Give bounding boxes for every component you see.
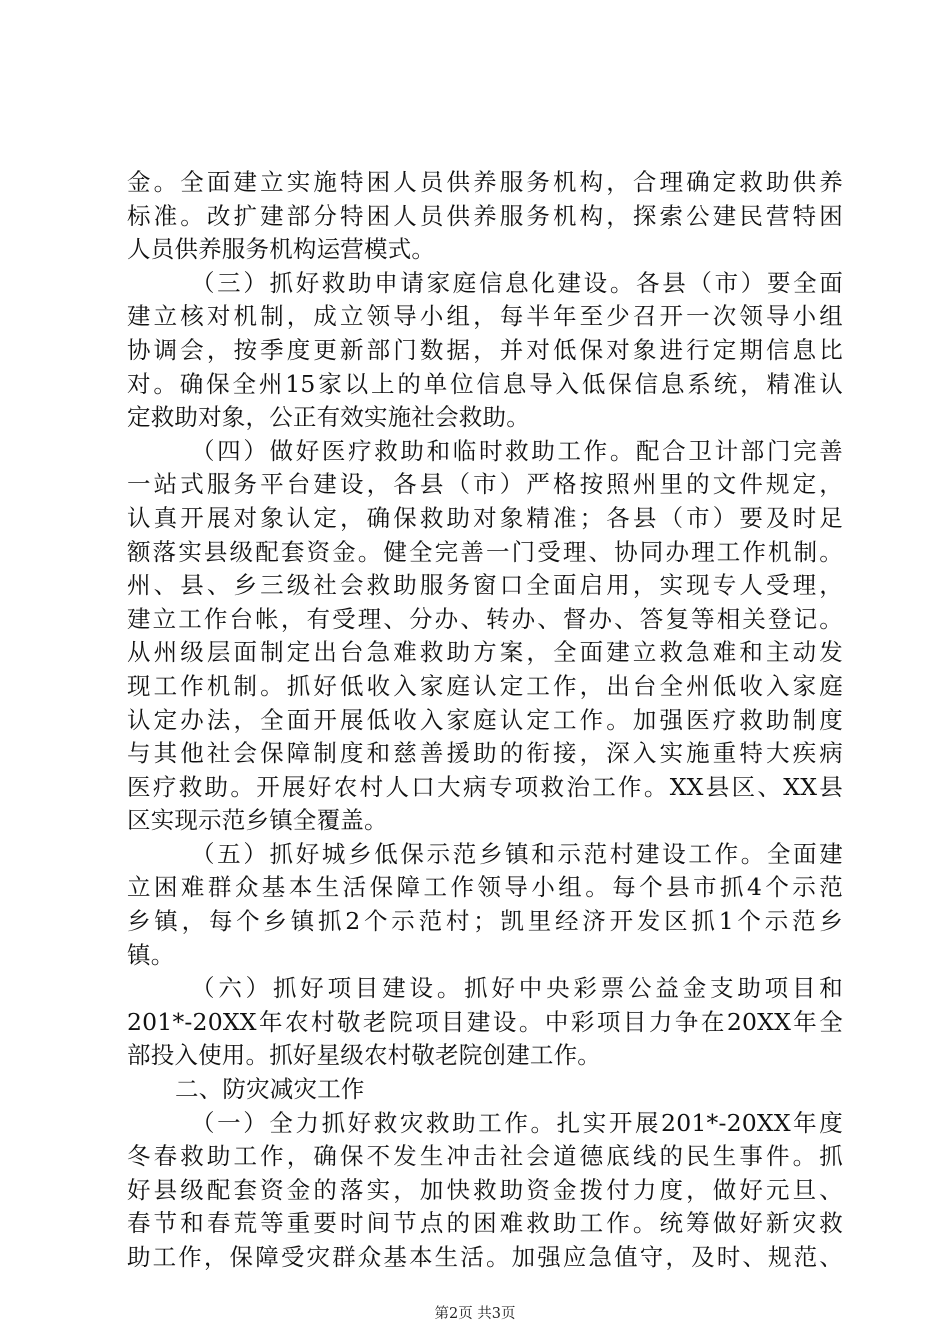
section-heading: 二、防灾减灾工作 bbox=[175, 1075, 365, 1104]
text-line-27: 部投入使用。抓好星级农村敬老院创建工作。 bbox=[127, 1041, 601, 1070]
text-line-26: 201*-20XX年农村敬老院项目建设。中彩项目力争在20XX年全 bbox=[127, 1007, 843, 1036]
text-line-1: 金。全面建立实施特困人员供养服务机构，合理确定救助供养 bbox=[127, 168, 843, 196]
text-line-18: 与其他社会保障制度和慈善援助的衔接，深入实施重特大疾病 bbox=[127, 739, 843, 768]
text-line-23: 乡镇，每个乡镇抓2个示范村；凯里经济开发区抓1个示范乡 bbox=[127, 907, 843, 936]
document-body bbox=[127, 166, 843, 1275]
text-line-9: （四）做好医疗救助和临时救助工作。配合卫计部门完善 bbox=[191, 436, 843, 465]
text-line-32: 春节和春荒等重要时间节点的困难救助工作。统筹做好新灾救 bbox=[127, 1209, 843, 1238]
page-number-footer: 第2页 共3页 bbox=[434, 1306, 516, 1322]
text-line-8: 定救助对象，公正有效实施社会救助。 bbox=[127, 403, 530, 432]
text-line-17: 认定办法，全面开展低收入家庭认定工作。加强医疗救助制度 bbox=[127, 705, 843, 734]
text-line-15: 从州级层面制定出台急难救助方案，全面建立救急难和主动发 bbox=[127, 638, 843, 667]
text-line-11: 认真开展对象认定，确保救助对象精准；各县（市）要及时足 bbox=[127, 503, 843, 532]
text-line-2: 标准。改扩建部分特困人员供养服务机构，探索公建民营特困 bbox=[127, 201, 843, 230]
text-line-3: 人员供养服务机构运营模式。 bbox=[127, 235, 436, 264]
text-line-5: 建立核对机制，成立领导小组，每半年至少召开一次领导小组 bbox=[127, 302, 843, 331]
text-line-16: 现工作机制。抓好低收入家庭认定工作，出台全州低收入家庭 bbox=[127, 671, 843, 700]
text-line-22: 立困难群众基本生活保障工作领导小组。每个县市抓4个示范 bbox=[127, 873, 843, 902]
text-line-21: （五）抓好城乡低保示范乡镇和示范村建设工作。全面建 bbox=[191, 839, 843, 868]
text-line-12: 额落实县级配套资金。健全完善一门受理、协同办理工作机制。 bbox=[127, 537, 843, 566]
text-line-7: 对。确保全州15家以上的单位信息导入低保信息系统，精准认 bbox=[127, 369, 843, 398]
text-line-10: 一站式服务平台建设，各县（市）严格按照州里的文件规定， bbox=[127, 470, 843, 499]
text-line-25: （六）抓好项目建设。抓好中央彩票公益金支助项目和 bbox=[191, 974, 843, 1003]
text-line-13: 州、县、乡三级社会救助服务窗口全面启用，实现专人受理， bbox=[127, 571, 843, 600]
text-line-33: 助工作，保障受灾群众基本生活。加强应急值守，及时、规范、 bbox=[127, 1243, 843, 1271]
text-line-4: （三）抓好救助申请家庭信息化建设。各县（市）要全面 bbox=[191, 268, 843, 297]
text-line-19: 医疗救助。开展好农村人口大病专项救治工作。XX县区、XX县 bbox=[127, 772, 843, 801]
text-line-20: 区实现示范乡镇全覆盖。 bbox=[127, 806, 388, 835]
text-line-30: 冬春救助工作，确保不发生冲击社会道德底线的民生事件。抓 bbox=[127, 1142, 843, 1171]
text-line-14: 建立工作台帐，有受理、分办、转办、督办、答复等相关登记。 bbox=[127, 604, 843, 633]
text-line-29: （一）全力抓好救灾救助工作。扎实开展201*-20XX年度 bbox=[191, 1108, 843, 1137]
text-line-31: 好县级配套资金的落实，加快救助资金拨付力度，做好元旦、 bbox=[127, 1175, 843, 1204]
text-line-24: 镇。 bbox=[127, 940, 175, 969]
text-line-6: 协调会，按季度更新部门数据，并对低保对象进行定期信息比 bbox=[127, 335, 843, 364]
